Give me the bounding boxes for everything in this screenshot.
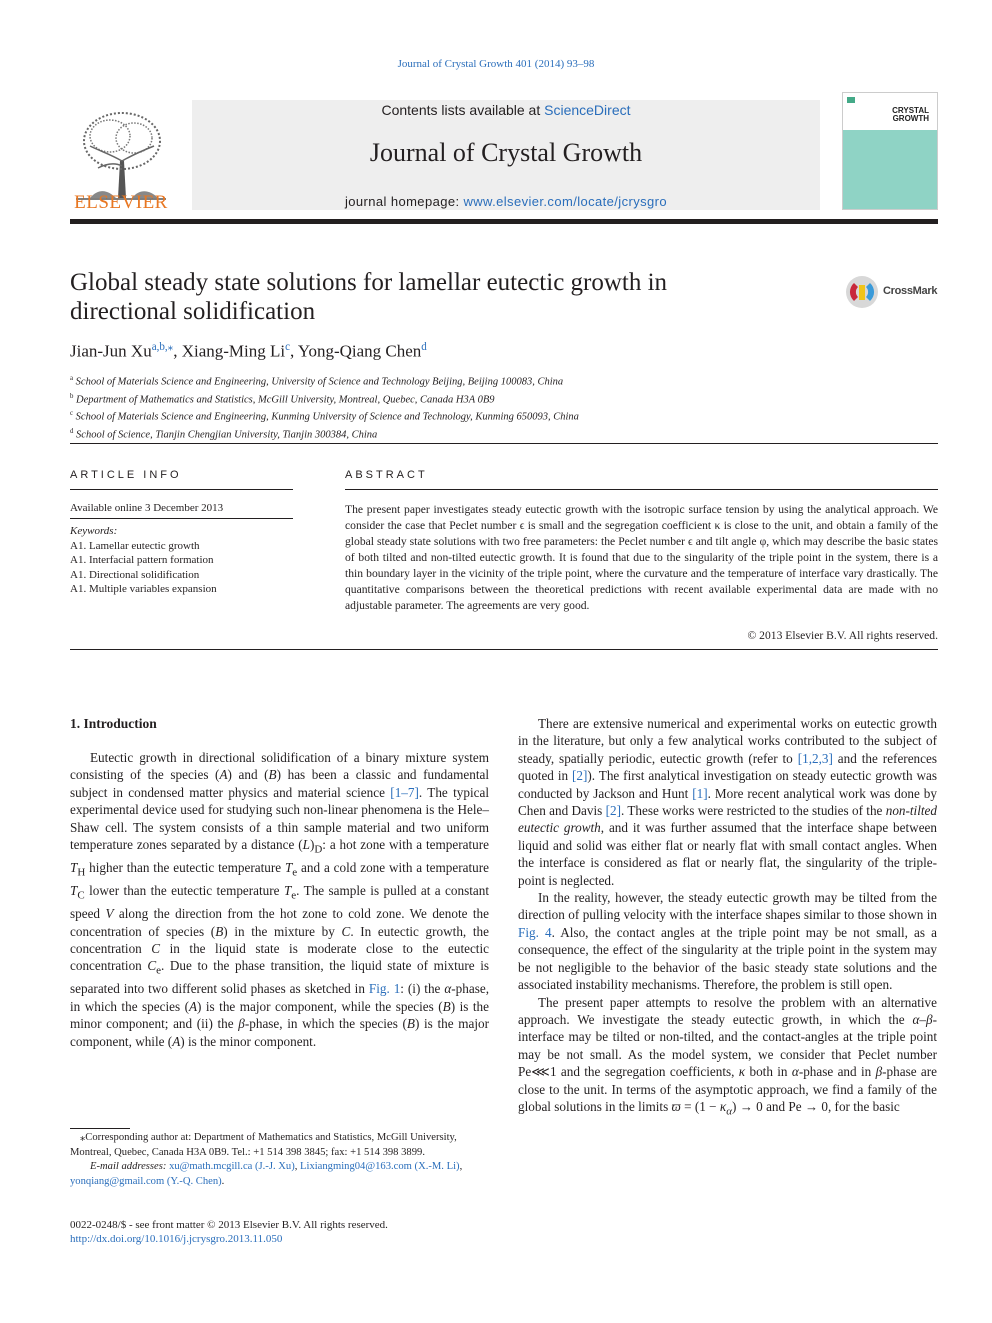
keywords	[70, 524, 217, 597]
header-banner	[192, 100, 820, 210]
affiliation-text: School of Materials Science and Engineering, Kunming University of Science and Technology, Kunming 650093, China	[75, 411, 579, 423]
abstract-text: The present paper investigates steady eutectic growth with the isotropic surface tension by using the analytical approach. We consider the case that Peclet number ϵ is small and the segregation coefficient κ is close to the unit, and obtain a family of the global steady state solutions with two free parameters: the Peclet number ϵ and tilt angle φ, which may describe the basic states of both tilted and non-tilted eutectic growth. It is found that due to the singularity of the triple point in the system, there is a thin boundary layer in the vicinity of the triple point, where the curvature and the temperature of interface vary drastically. The quantitative comparisons between the theoretical predictions with recent available experimental data are made with no adjustable parameter. The agreements are very good.	[345, 503, 938, 612]
journal-citation[interactable]: Journal of Crystal Growth 401 (2014) 93–98	[397, 58, 595, 70]
elsevier-wordmark: ELSEVIER	[74, 192, 168, 213]
issn-text: 0022-0248/$ - see front matter © 2013 Elsevier B.V. All rights reserved.	[70, 1219, 388, 1231]
footnote-rule	[70, 1128, 130, 1129]
cover-title-line2: GROWTH	[892, 114, 929, 123]
journal-header	[70, 92, 938, 212]
affiliation-item	[70, 390, 579, 408]
author-name[interactable]: Yong-Qiang Chen	[297, 341, 422, 361]
divider	[345, 489, 938, 490]
abstract-copyright: © 2013 Elsevier B.V. All rights reserved.	[747, 629, 938, 642]
corresponding-footnote: ⁎Corresponding author at: Department of Mathematics and Statistics, McGill University, Montreal, Quebec, Canada H3A 0B9. Tel.: +1 514 398 3845; fax: +1 514 398 3899.	[70, 1132, 457, 1158]
homepage-link[interactable]: www.elsevier.com/locate/jcrysgro	[463, 194, 668, 209]
author-list: Jian-Jun Xu$^{a,b,⁎}$, Xiang-Ming Li$^c$, Yong-Qiang Chen$^d$	[70, 341, 427, 361]
crossmark-label: CrossMark	[883, 285, 938, 297]
affiliation-sup: c	[70, 410, 74, 417]
affiliation-text: Department of Mathematics and Statistics, McGill University, Montreal, Quebec, Canada H3A 0B9	[76, 394, 495, 405]
divider	[70, 443, 938, 444]
homepage-line	[192, 194, 820, 209]
abstract-heading: ABSTRACT	[345, 469, 428, 481]
issn-line	[70, 1218, 388, 1246]
affiliations	[70, 372, 579, 442]
affiliation-sup: a	[70, 375, 74, 382]
affiliation-item	[70, 407, 579, 425]
body-column-right	[518, 715, 937, 1121]
footnotes	[70, 1131, 489, 1189]
divider	[70, 518, 293, 519]
article-info-heading: ARTICLE INFO	[70, 469, 182, 481]
section-heading-introduction: 1. Introduction	[70, 716, 157, 731]
author-name[interactable]: Jian-Jun Xu	[70, 341, 152, 361]
email-footnote[interactable]: E-mail addresses: xu@math.mcgill.ca (J.-J. Xu), Lixiangming04@163.com (X.-M. Li), yonqiang@gmail.com (Y.-Q. Chen).	[70, 1161, 463, 1187]
cover-title-line1: CRYSTAL	[892, 106, 929, 115]
affiliation-item	[70, 372, 579, 390]
contents-prefix: Contents lists available at	[381, 102, 545, 118]
body-paragraph: There are extensive numerical and experimental works on eutectic growth in the literature, but only a few analytical works contributed to the subject of steady, spatially periodic, eutectic growth (refer to [1,2,3] and the references quoted in [2]). The first analytical investigation on steady eutectic growth was conducted by Jackson and Hunt [1]. More recent analytical work was done by Chen and Davis [2]. These works were restricted to the studies of the non-tilted eutectic growth, and it was further assumed that the interface shape between liquid and solid was either flat or nearly flat with small contact angles. When the interface is considered as flat or nearly flat, the singularity of the triple-point is neglected.	[518, 716, 937, 888]
contents-line	[192, 102, 820, 118]
body-column-left	[70, 749, 489, 1050]
header-rule	[70, 219, 938, 224]
affiliation-text: School of Materials Science and Engineering, University of Science and Technology Beijing, Beijing 100083, China	[75, 376, 564, 388]
affiliation-sup: b	[70, 392, 74, 400]
body-paragraph: The present paper attempts to resolve the problem with an alternative approach. We investigate the steady eutectic growth, in which the α–β-interface may be tilted or non-tilted, and the contact-angles at the triple point may be not small. As the model system, we consider that Peclet number Pe⋘1 and the segregation coefficients, κ both in α-phase and in β-phase are close to the unit. In terms of the asymptotic approach, we find a family of the global solutions in the limits $ϖ = (1 - \kappa_\alpha) \to 0$ and Pe → 0, for the basic	[518, 994, 938, 1118]
author-affiliation-sup[interactable]: c	[285, 341, 290, 353]
cover-top	[843, 93, 937, 130]
homepage-prefix: journal homepage:	[344, 194, 464, 209]
author-affiliation-sup[interactable]: d	[421, 341, 427, 353]
body-paragraph: In the reality, however, the steady eutectic growth may be tilted from the direction of pulling velocity with the interface shapes similar to those shown in Fig. 4. Also, the contact angles at the triple point may be not small, as a consequence, the effect of the singularity at the triple point in the system may be not negligible to the behavior of the basic steady state solutions and the associated instability mechanisms. Therefore, the problem is still open.	[518, 890, 937, 993]
cover-image	[843, 130, 937, 209]
cover-title	[892, 107, 929, 123]
keyword-item: A1. Lamellar eutectic growth	[70, 539, 200, 552]
keyword-item: A1. Interfacial pattern formation	[70, 554, 214, 566]
affiliation-text: School of Science, Tianjin Chengjian University, Tianjin 300384, China	[76, 429, 378, 440]
author-affiliation-sup[interactable]: a,b,	[151, 341, 168, 353]
body-paragraph: Eutectic growth in directional solidification of a binary mixture system consisting of the species (A) and (B) has been a classic and fundamental subject in condensed matter physics and material science [1–7]. The typical experimental device used for studying such non-linear phenomena is the Hele–Shaw cell. The system consists of a thin sample material and two uniform temperature zones separated by a distance $(L)_D$: a hot zone with a temperature $T_H$ higher than the eutectic temperature $T_e$ and a cold zone with a temperature $T_C$ lower than the eutectic temperature $T_e$. The sample is pulled at a constant speed V along the direction from the hot zone to cold zone. We denote the concentration of species (B) in the mixture by C. In eutectic growth, the concentration C in the liquid state is moderate close to the eutectic concentration $C_e$. Due to the phase transition, the liquid state of mixture is separated into two different solid phases as sketched in Fig. 1: (i) the α-phase, in which the species (A) is the major component, while the species (B) is the minor component; and (ii) the β-phase, in which the species (B) is the major component, while (A) is the minor component.	[70, 750, 490, 1049]
affiliation-sup: d	[70, 427, 74, 435]
doi-link[interactable]: http://dx.doi.org/10.1016/j.jcrysgro.2013.11.050	[70, 1233, 283, 1245]
journal-name: Journal of Crystal Growth	[369, 138, 643, 167]
keyword-item: A1. Directional solidification	[70, 568, 200, 581]
keyword-item: A1. Multiple variables expansion	[70, 583, 217, 595]
affiliation-item	[70, 425, 579, 443]
crossmark-button[interactable]	[845, 275, 945, 309]
available-online: Available online 3 December 2013	[70, 502, 224, 514]
cover-mark-icon	[847, 97, 855, 103]
corresponding-star[interactable]: ⁎	[167, 341, 174, 353]
crossmark-icon	[845, 275, 879, 309]
divider	[70, 649, 938, 650]
author-name[interactable]: Xiang-Ming Li	[181, 341, 286, 361]
journal-cover-thumbnail[interactable]	[842, 92, 938, 210]
sciencedirect-link[interactable]: ScienceDirect	[544, 102, 631, 118]
article-title: Global steady state solutions for lamellar eutectic growth in directional solidification	[70, 269, 668, 325]
divider	[70, 489, 293, 490]
keywords-label: Keywords:	[70, 525, 118, 537]
